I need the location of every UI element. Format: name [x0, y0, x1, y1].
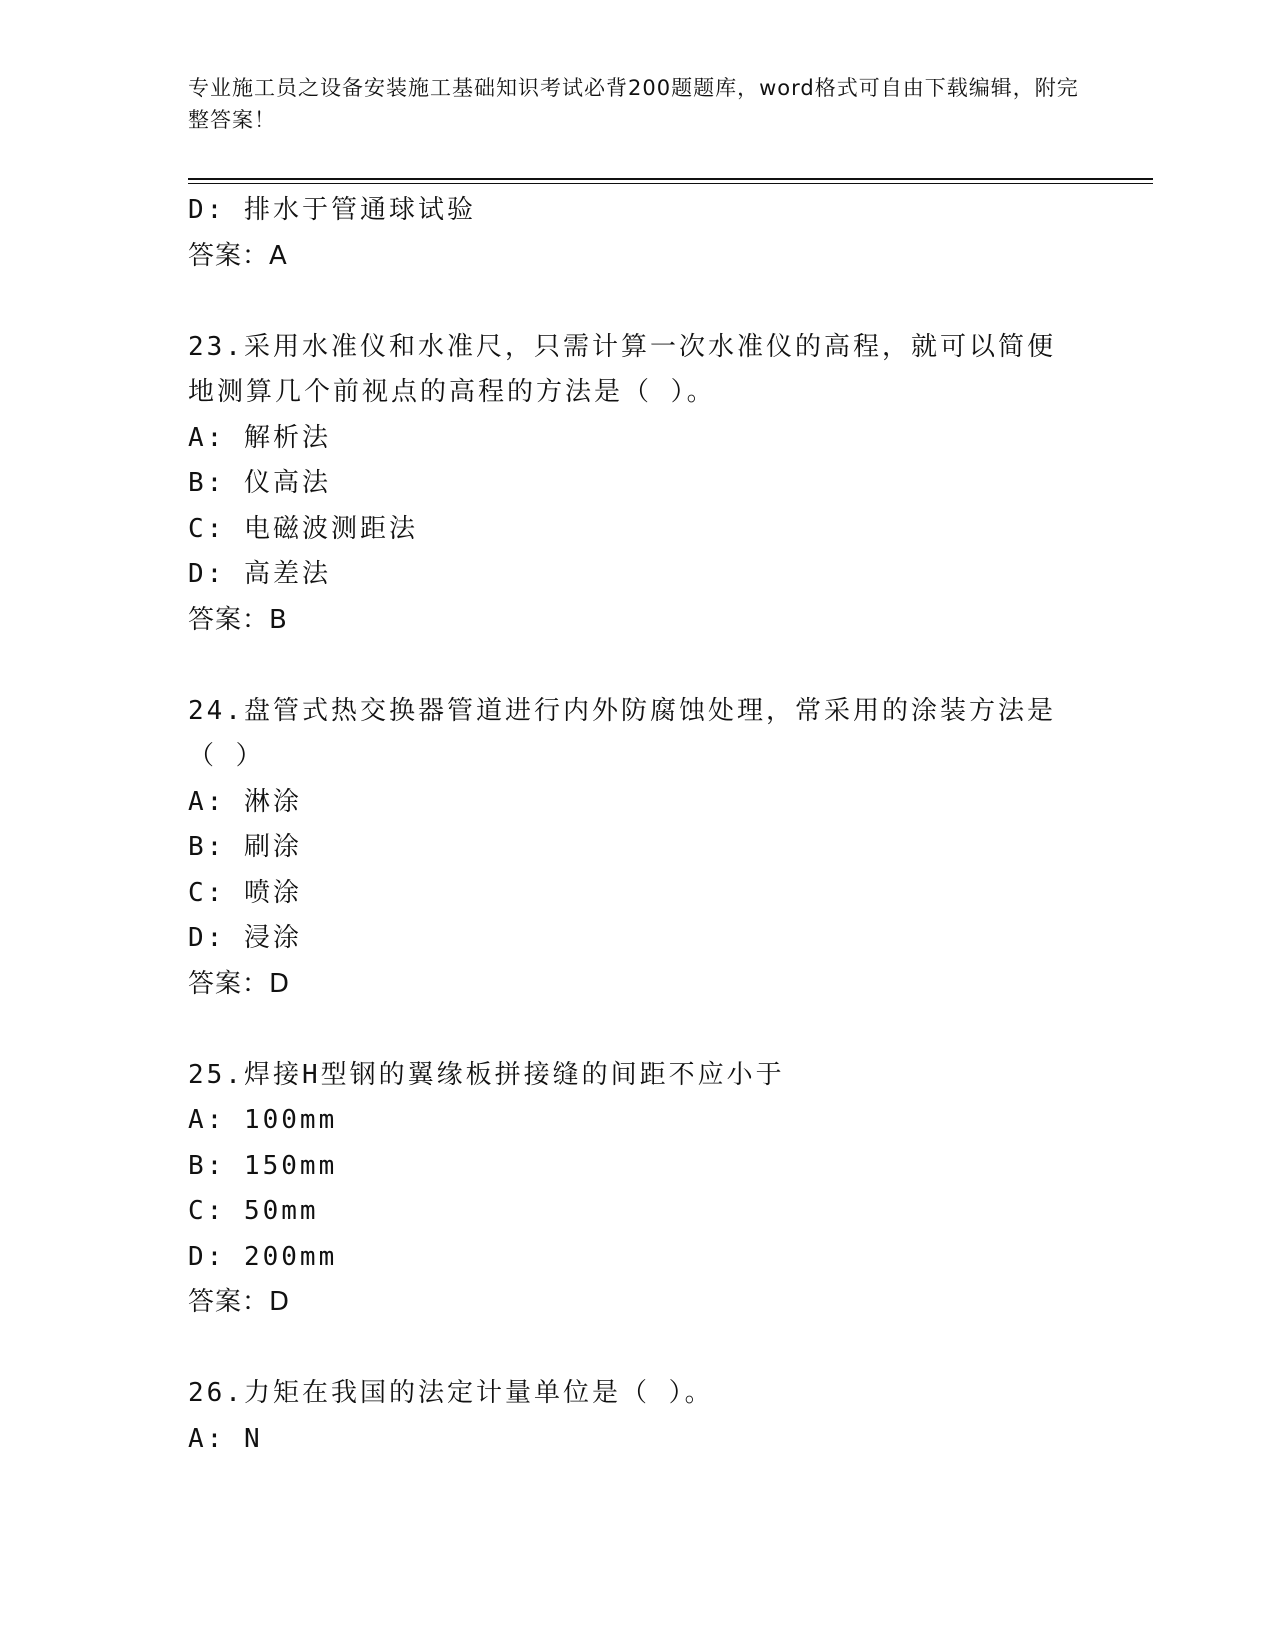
- header-rule-thick: [188, 178, 1153, 180]
- question-24-text: 24.盘管式热交换器管道进行内外防腐蚀处理，常采用的涂装方法是（ ）: [188, 695, 1056, 771]
- question-25-option-b: B: 150mm: [188, 1150, 338, 1181]
- answer-line: 答案：A: [188, 240, 288, 271]
- question-25-option-a: A: 100mm: [188, 1105, 338, 1135]
- question-24-option-c: C: 喷涂: [188, 877, 302, 908]
- question-24-option-b: B: 刷涂: [188, 832, 302, 862]
- question-26-option-a: A: N: [188, 1423, 263, 1454]
- question-26-text: 26.力矩在我国的法定计量单位是（ ）。: [188, 1378, 714, 1408]
- question-24-option-d: D: 浸涂: [188, 923, 302, 953]
- spacer: [188, 1007, 1088, 1053]
- document-body: [188, 188, 1088, 1462]
- question-25-option-c: C: 50mm: [188, 1196, 319, 1226]
- question-23-option-b: B: 仪高法: [188, 468, 331, 498]
- question-25-answer: 答案：D: [188, 1287, 291, 1317]
- question-24-option-a: A: 淋涂: [188, 786, 302, 817]
- question-23-answer: 答案：B: [188, 604, 288, 635]
- header-rule-thin: [188, 183, 1153, 184]
- option-d: D: 排水于管通球试验: [188, 195, 476, 225]
- spacer: [188, 643, 1088, 689]
- spacer: [188, 279, 1088, 325]
- question-23-option-a: A: 解析法: [188, 422, 331, 453]
- question-25-option-d: D: 200mm: [188, 1241, 338, 1272]
- question-23-option-d: D: 高差法: [188, 559, 331, 589]
- spacer: [188, 1326, 1088, 1372]
- document-header: 专业施工员之设备安装施工基础知识考试必背200题题库，word格式可自由下载编辑，附完整答案！: [188, 76, 1079, 132]
- question-23-text: 23.采用水准仪和水准尺，只需计算一次水准仪的高程，就可以简便地测算几个前视点的高程的方法是（ ）。: [188, 331, 1056, 407]
- question-23-option-c: C: 电磁波测距法: [188, 513, 418, 544]
- question-24-answer: 答案：D: [188, 968, 291, 999]
- question-25-text: 25.焊接H型钢的翼缘板拼接缝的间距不应小于: [188, 1059, 785, 1090]
